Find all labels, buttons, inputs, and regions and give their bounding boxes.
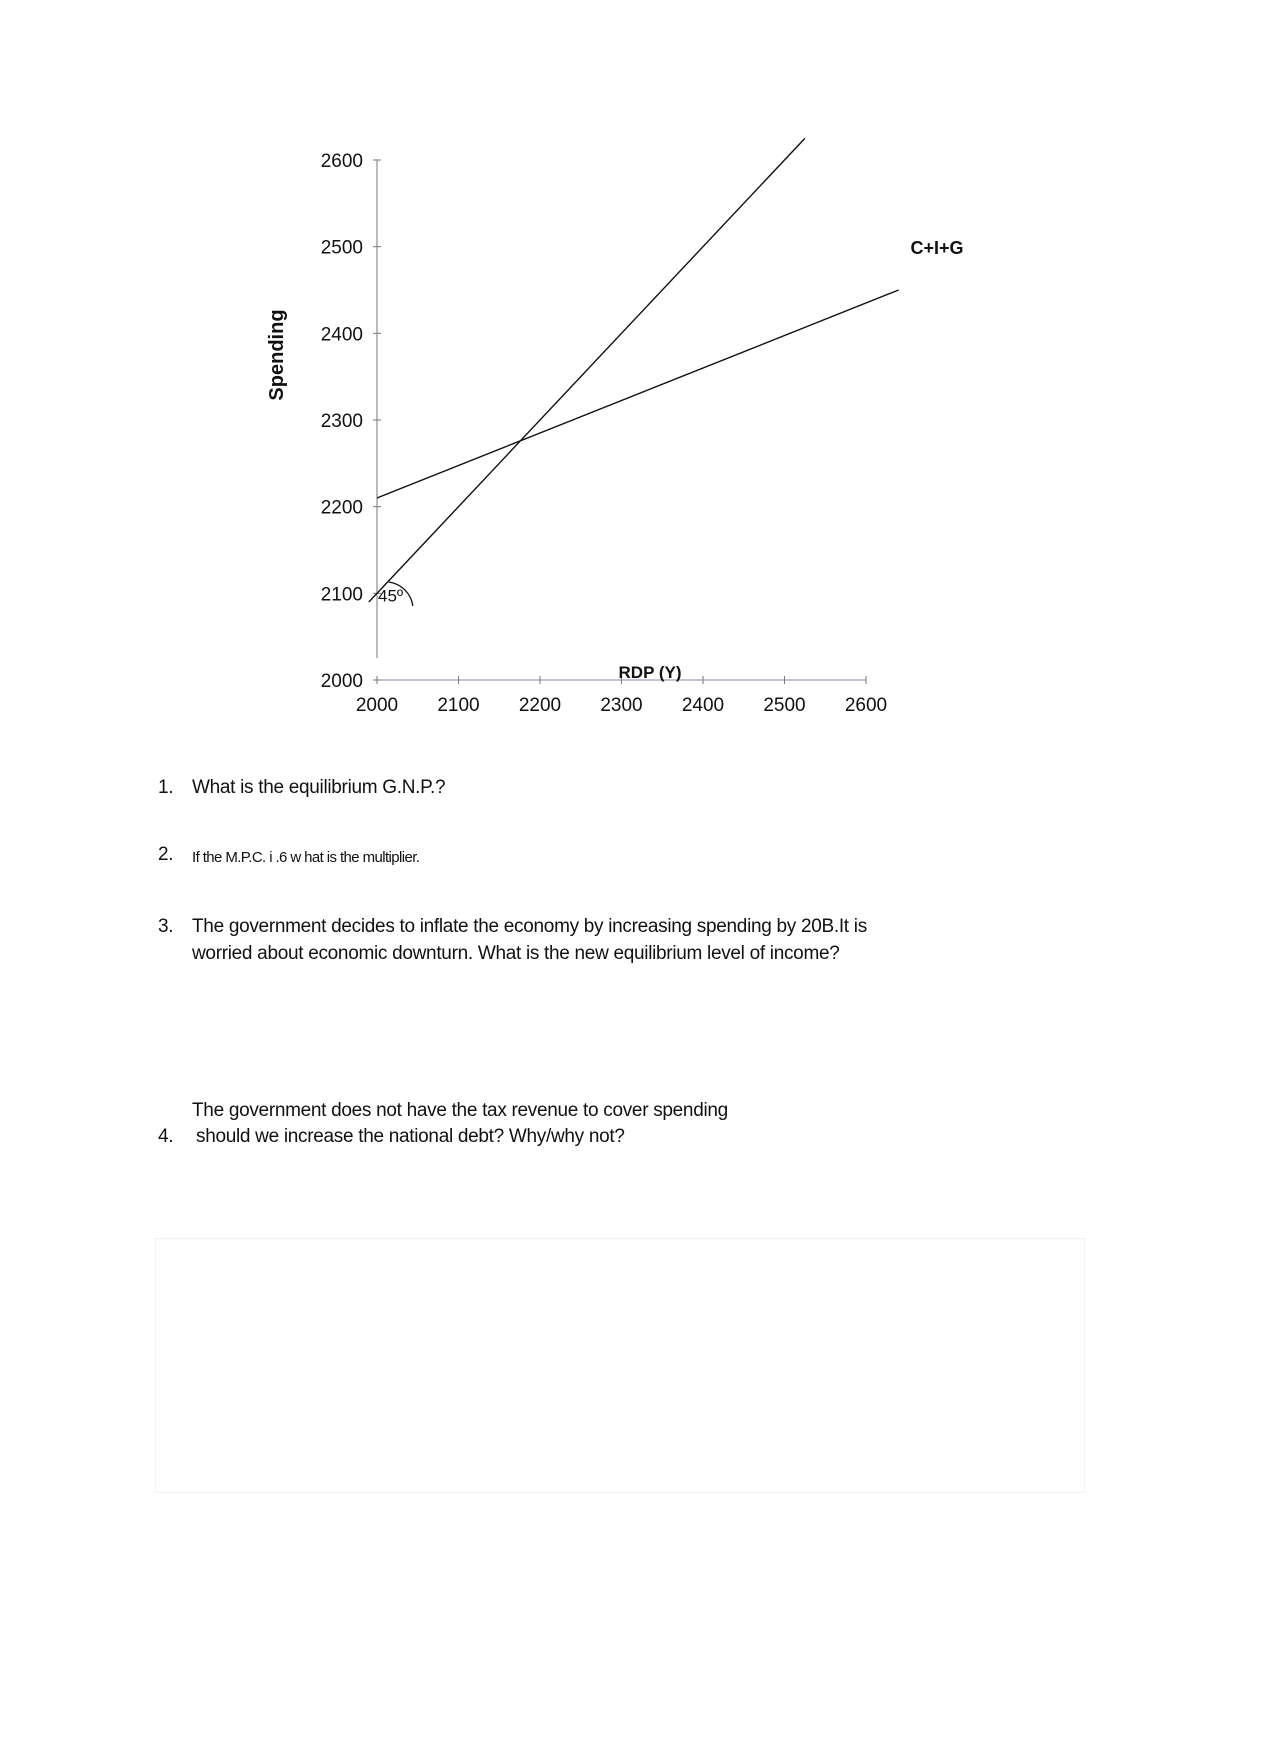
x-tick-label: 2500: [763, 695, 806, 716]
y-tick-label: 2500: [320, 237, 363, 259]
y-tick-label: 2600: [320, 151, 363, 172]
y-tick-label: 2000: [320, 671, 363, 692]
aggregate-expenditure-line: [377, 290, 899, 498]
y-axis-title: Spending: [266, 309, 288, 401]
angle-label: 45º: [378, 586, 404, 606]
y-tick-label: 2200: [320, 497, 363, 519]
keynesian-cross-chart: [0, 0, 1275, 760]
x-tick-label: 2600: [844, 695, 888, 716]
question-number: 3.: [158, 916, 174, 937]
question-number: 2.: [158, 844, 174, 865]
x-tick-label: 2300: [600, 695, 643, 716]
x-tick-label: 2200: [518, 695, 562, 716]
x-axis-title: RDP (Y): [618, 663, 682, 682]
y-tick-label: 2400: [320, 324, 363, 346]
question-text-line-2: should we increase the national debt? Why/why not?: [196, 1126, 625, 1147]
question-text-line-2: worried about economic downturn. What is the new equilibrium level of income?: [192, 943, 840, 964]
question-text: What is the equilibrium G.N.P.?: [192, 777, 446, 798]
x-tick-label: 2100: [437, 695, 480, 716]
question-text-line-1: The government does not have the tax revenue to cover spending: [192, 1100, 728, 1121]
faint-answer-grid: [155, 1238, 1085, 1493]
x-tick-label: 2000: [355, 695, 399, 716]
question-number: 1.: [158, 777, 174, 798]
question-text-line-1: The government decides to inflate the economy by increasing spending by 20B.It is: [192, 916, 867, 937]
question-number: 4.: [158, 1126, 174, 1147]
forty-five-degree-line: [369, 138, 805, 602]
y-tick-label: 2100: [320, 584, 363, 606]
aggregate-label: C+I+G: [910, 238, 964, 258]
x-tick-label: 2400: [681, 695, 725, 716]
question-text: If the M.P.C. i .6 w hat is the multiplier.: [192, 849, 420, 866]
y-tick-label: 2300: [320, 411, 363, 432]
